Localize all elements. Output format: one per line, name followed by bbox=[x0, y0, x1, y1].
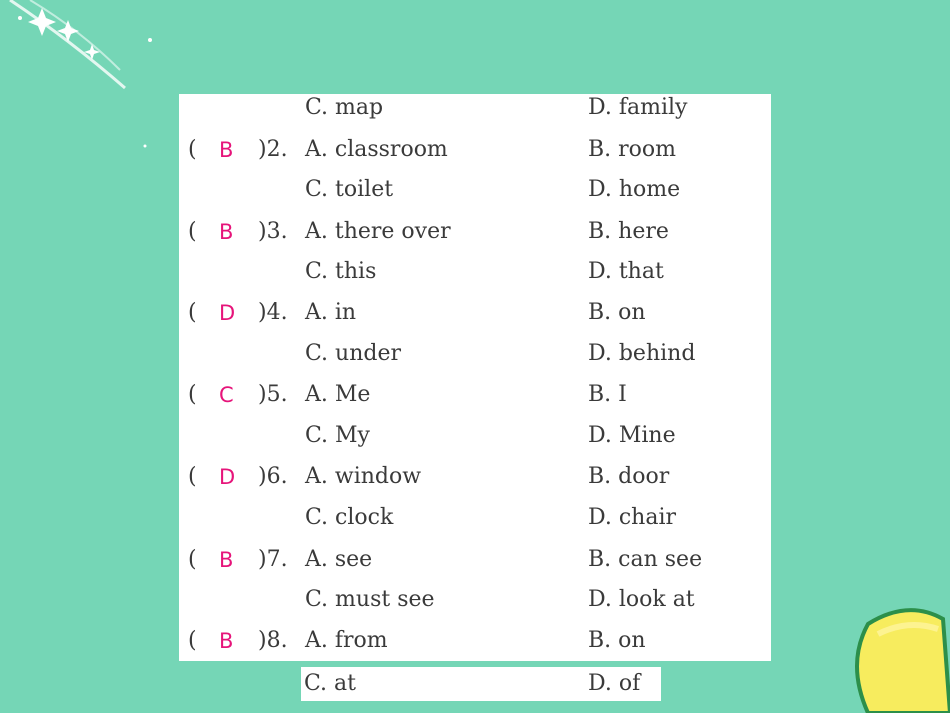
list-item bbox=[301, 664, 661, 704]
question-number: )7. bbox=[258, 547, 288, 572]
list-item bbox=[179, 293, 771, 333]
paren-open: ( bbox=[188, 219, 197, 244]
option-c: C. at bbox=[304, 671, 356, 696]
option-left: A. from bbox=[305, 628, 388, 653]
option-right: D. look at bbox=[588, 587, 695, 612]
option-left: C. My bbox=[305, 423, 370, 448]
option-right: D. Mine bbox=[588, 423, 676, 448]
question-number: )6. bbox=[258, 464, 288, 489]
option-left: C. must see bbox=[305, 587, 435, 612]
option-right: B. on bbox=[588, 628, 646, 653]
list-item bbox=[179, 498, 771, 538]
answer-mark: D bbox=[219, 465, 236, 489]
question-number: )3. bbox=[258, 219, 288, 244]
option-right: D. behind bbox=[588, 341, 696, 366]
list-item bbox=[179, 457, 771, 497]
option-right: B. on bbox=[588, 300, 646, 325]
option-right: B. here bbox=[588, 219, 669, 244]
paren-open: ( bbox=[188, 300, 197, 325]
list-item bbox=[179, 540, 771, 580]
list-item bbox=[179, 170, 771, 210]
answer-panel bbox=[179, 94, 771, 661]
option-right: D. family bbox=[588, 95, 688, 120]
option-left: A. in bbox=[305, 300, 357, 325]
paren-open: ( bbox=[188, 547, 197, 572]
option-right: D. home bbox=[588, 177, 681, 202]
list-item bbox=[179, 580, 771, 620]
option-right: D. that bbox=[588, 259, 664, 284]
option-right: B. door bbox=[588, 464, 670, 489]
lemon-decoration-icon bbox=[848, 604, 950, 713]
answer-mark: C bbox=[219, 383, 234, 407]
option-right: B. can see bbox=[588, 547, 703, 572]
option-left: A. see bbox=[305, 547, 373, 572]
question-number: )5. bbox=[258, 382, 288, 407]
answer-mark: B bbox=[219, 629, 234, 653]
list-item bbox=[179, 416, 771, 456]
option-right: D. chair bbox=[588, 505, 676, 530]
paren-open: ( bbox=[188, 382, 197, 407]
answer-mark: B bbox=[219, 220, 234, 244]
paren-open: ( bbox=[188, 628, 197, 653]
paren-open: ( bbox=[188, 137, 197, 162]
sparkle-decoration-icon bbox=[0, 0, 190, 160]
option-left: C. toilet bbox=[305, 177, 394, 202]
question-number: )8. bbox=[258, 628, 288, 653]
option-right: B. I bbox=[588, 382, 627, 407]
option-d: D. of bbox=[588, 671, 641, 696]
option-left: A. Me bbox=[305, 382, 371, 407]
list-item bbox=[179, 130, 771, 170]
option-left: A. there over bbox=[305, 219, 451, 244]
list-item bbox=[179, 252, 771, 292]
list-item bbox=[179, 212, 771, 252]
list-item bbox=[179, 621, 771, 661]
list-item bbox=[179, 375, 771, 415]
list-item bbox=[179, 88, 771, 128]
option-right: B. room bbox=[588, 137, 677, 162]
question-number: )2. bbox=[258, 137, 288, 162]
paren-open: ( bbox=[188, 464, 197, 489]
answer-mark: B bbox=[219, 548, 234, 572]
option-left: C. map bbox=[305, 95, 384, 120]
option-left: A. classroom bbox=[305, 137, 448, 162]
option-left: A. window bbox=[305, 464, 422, 489]
answer-mark: D bbox=[219, 301, 236, 325]
list-item bbox=[179, 334, 771, 374]
answer-mark: B bbox=[219, 138, 234, 162]
tail-row bbox=[301, 667, 661, 701]
question-number: )4. bbox=[258, 300, 288, 325]
option-left: C. this bbox=[305, 259, 377, 284]
option-left: C. under bbox=[305, 341, 401, 366]
option-left: C. clock bbox=[305, 505, 394, 530]
